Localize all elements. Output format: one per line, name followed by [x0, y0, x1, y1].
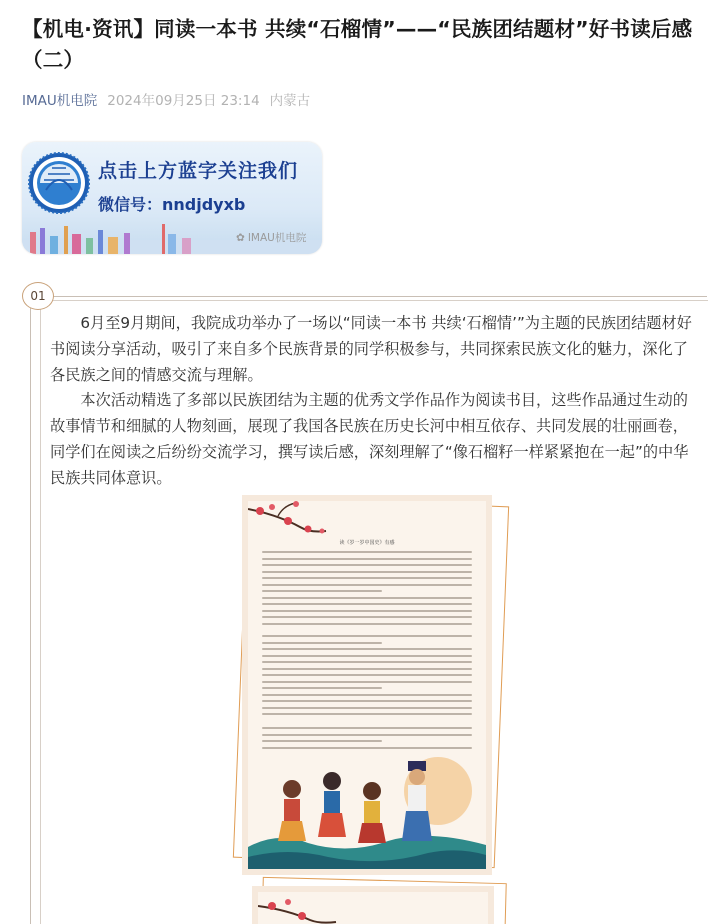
text-line	[262, 694, 472, 696]
text-line	[262, 603, 472, 605]
text-line	[262, 551, 472, 553]
text-line	[262, 668, 472, 670]
banner-wechat-id: 微信号：nndjdyxb	[98, 195, 246, 214]
text-line	[262, 597, 472, 599]
text-line	[262, 674, 472, 676]
text-line	[262, 707, 472, 709]
book-review-page-image[interactable]	[248, 501, 486, 869]
banner-follow-text: 点击上方蓝字关注我们	[98, 160, 299, 182]
text-line	[262, 747, 472, 749]
text-line	[262, 584, 472, 586]
text-line	[262, 642, 382, 644]
text-line	[262, 571, 472, 573]
text-line	[262, 564, 472, 566]
article-title: 【机电·资讯】同读一本书 共续“石榴情”——“民族团结题材”好书读后感（二）	[22, 17, 693, 72]
text-line	[262, 635, 472, 637]
text-line	[262, 648, 472, 650]
text-line	[262, 655, 472, 657]
text-line	[262, 558, 472, 560]
plum-branch-icon	[258, 892, 488, 924]
text-line	[262, 727, 472, 729]
book-review-page-image-2[interactable]	[258, 892, 488, 924]
watermark-text: IMAU机电院	[247, 232, 307, 244]
wechat-watermark	[236, 230, 306, 245]
author-link[interactable]: IMAU机电院	[22, 93, 98, 109]
article-meta	[22, 92, 310, 110]
text-line	[262, 616, 472, 618]
paragraph-1: 6月至9月期间，我院成功举办了一场以“同读一本书 共续‘石榴情’”为主题的民族团结题材好书阅读分享活动，吸引了来自多个民族背景的同学积极参与，共同探索民族文化的魅力，深化了各民族之间的情感交流与理解。	[50, 314, 692, 384]
text-line	[262, 661, 472, 663]
paragraph-2: 本次活动精选了多部以民族团结为主题的优秀文学作品作为阅读书目，这些作品通过生动的故事情节和细腻的人物刻画，展现了我国各民族在历史长河中相互依存、共同发展的壮丽画卷，同学们在阅读之后纷纷交流学习，撰写读后感，深刻理解了“像石榴籽一样紧紧抱在一起”的中华民族共同体意识。	[50, 391, 689, 487]
section-number-badge: 01	[22, 282, 54, 310]
text-line	[262, 700, 472, 702]
text-line	[262, 577, 472, 579]
text-line	[262, 610, 472, 612]
wechat-icon: ✿	[236, 231, 245, 244]
text-line	[262, 687, 382, 689]
text-line	[262, 623, 472, 625]
publish-datetime: 2024年09月25日 23:14	[107, 93, 260, 109]
college-emblem-icon	[26, 150, 92, 216]
ethnic-dancers-illustration	[248, 751, 486, 869]
text-line	[262, 590, 382, 592]
publish-location: 内蒙古	[269, 93, 311, 109]
text-line	[262, 713, 472, 715]
text-line	[262, 734, 472, 736]
text-line	[262, 740, 382, 742]
text-line	[262, 681, 472, 683]
review-page-title: 读《岁一岁中国史》有感	[339, 540, 395, 546]
